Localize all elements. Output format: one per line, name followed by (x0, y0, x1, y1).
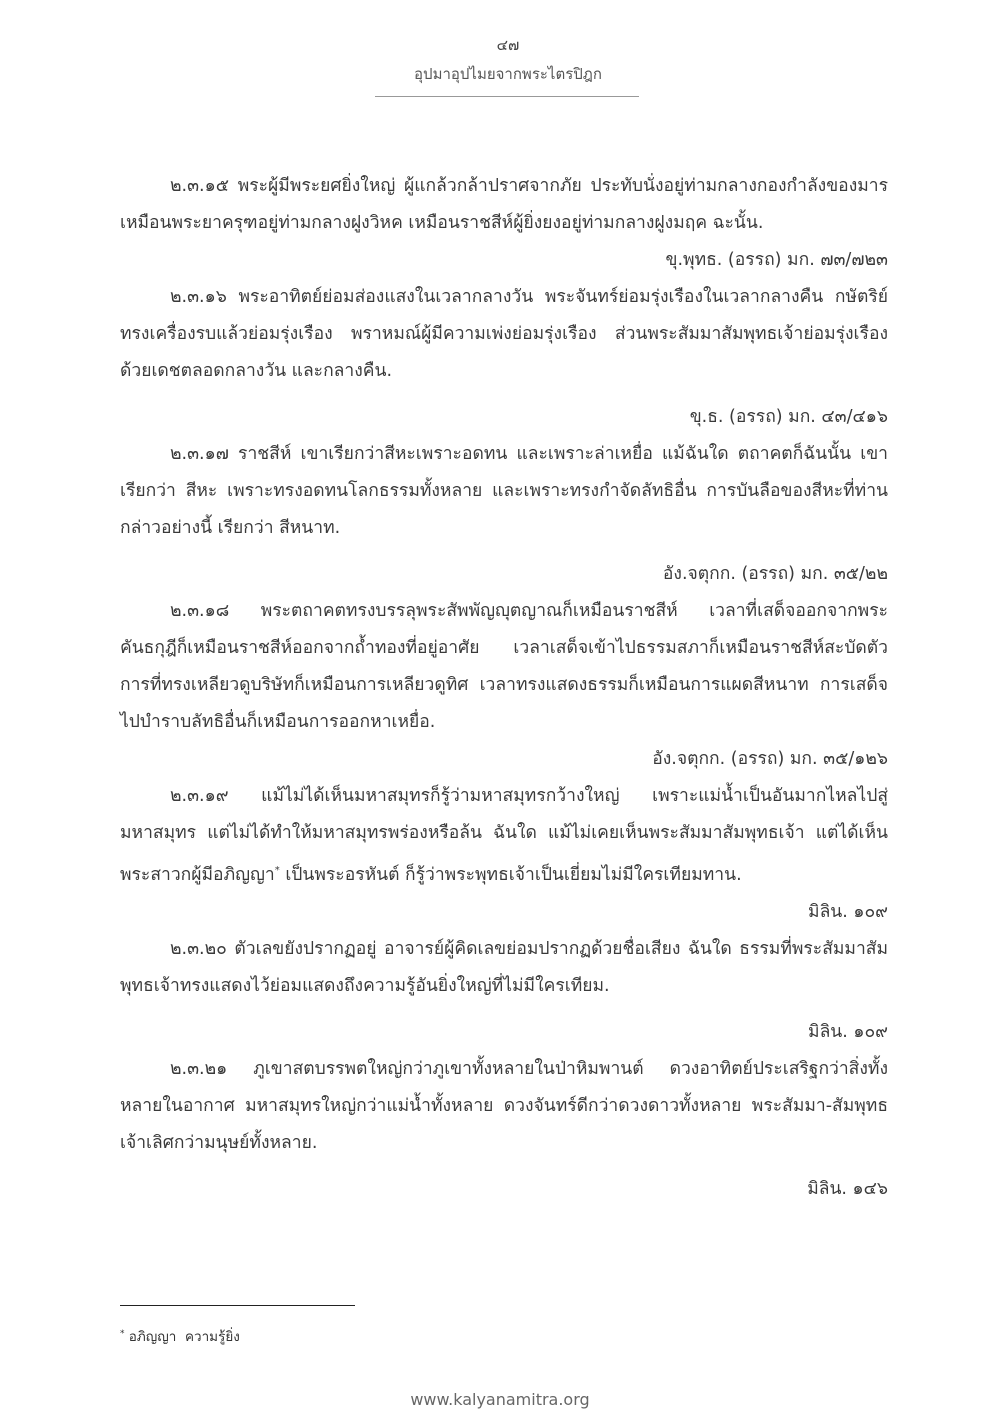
citation-2-3-21: มิลิน. ๑๔๖ (807, 1179, 888, 1199)
footnote-marker[interactable]: * (274, 865, 280, 876)
footnote-note-marker: * (120, 1329, 125, 1339)
citation-2-3-15: ขุ.พุทธ. (อรรถ) มก. ๗๓/๗๒๓ (665, 250, 888, 270)
citation-2-3-19: มิลิน. ๑๐๙ (808, 902, 888, 922)
page-number: ๔๗ (496, 36, 520, 54)
footer-website[interactable]: www.kalyanamitra.org (410, 1390, 590, 1409)
running-header-title: อุปมาอุปไมยจากพระไตรปิฎก (414, 65, 602, 83)
paragraph-2-3-16: ๒.๓.๑๖ พระอาทิตย์ย่อมส่องแสงในเวลากลางวัน พระจันทร์ย่อมรุ่งเรืองในเวลากลางคืน กษัตริย์ทรงเครื่องรบแล้วย่อมรุ่งเรือง พราหมณ์ผู้มีความเพ่งย่อมรุ่งเรือง ส่วนพระสัมมาสัมพุทธเจ้าย่อมรุ่งเรืองด้วยเดชตลอดกลางวัน และกลางคืน. (120, 287, 888, 381)
paragraph-2-3-19 (120, 778, 888, 894)
paragraph-2-3-18: ๒.๓.๑๘ พระตถาคตทรงบรรลุพระสัพพัญญุตญาณก็เหมือนราชสีห์ เวลาที่เสด็จออกจากพระคันธกุฎีก็เหมือนราชสีห์ออกจากถ้ำทองที่อยู่อาศัย เวลาเสด็จเข้าไปธรรมสภาก็เหมือนราชสีห์สะบัดตัว การที่ทรงเหลียวดูบริษัทก็เหมือนการเหลียวดูทิศ เวลาทรงแสดงธรรมก็เหมือนการแผดสีหนาท การเสด็จไปบำราบลัทธิอื่นก็เหมือนการออกหาเหยื่อ. (120, 601, 888, 732)
paragraph-2-3-19-part-1: ๒.๓.๑๙ แม้ไม่ได้เห็นมหาสมุทรก็รู้ว่ามหาสมุทรกว้างใหญ่ เพราะแม่น้ำเป็นอันมากไหลไปสู่มหาสมุทร แต่ไม่ได้ทำให้มหาสมุทรพร่องหรือล้น ฉันใด แม้ไม่เคยเห็นพระสัมมาสัมพุทธเจ้า แต่ได้เห็นพระสาวกผู้มีอภิญญา (120, 786, 888, 885)
footnote (120, 1325, 240, 1347)
paragraph-2-3-19-part-2: เป็นพระอรหันต์ ก็รู้ว่าพระพุทธเจ้าเป็นเยี่ยมไม่มีใครเทียมทาน. (279, 865, 742, 885)
header-divider (375, 96, 639, 97)
citation-2-3-18: อัง.จตุกก. (อรรถ) มก. ๓๕/๑๒๖ (652, 749, 888, 769)
paragraph-2-3-17: ๒.๓.๑๗ ราชสีห์ เขาเรียกว่าสีหะเพราะอดทน และเพราะล่าเหยื่อ แม้ฉันใด ตถาคตก็ฉันนั้น เขาเรียกว่า สีหะ เพราะทรงอดทนโลกธรรมทั้งหลาย และเพราะทรงกำจัดลัทธิอื่น การบันลือของสีหะที่ท่านกล่าวอย่างนี้ เรียกว่า สีหนาท. (120, 444, 888, 538)
footnote-divider (120, 1305, 355, 1306)
paragraph-2-3-15: ๒.๓.๑๕ พระผู้มีพระยศยิ่งใหญ่ ผู้แกล้วกล้าปราศจากภัย ประทับนั่งอยู่ท่ามกลางกองกำลังของมาร เหมือนพระยาครุฑอยู่ท่ามกลางฝูงวิหค เหมือนราชสีห์ผู้ยิ่งยงอยู่ท่ามกลางฝูงมฤค ฉะนั้น. (120, 176, 888, 233)
footnote-text: อภิญญา ความรู้ยิ่ง (128, 1329, 240, 1345)
citation-2-3-17: อัง.จตุกก. (อรรถ) มก. ๓๕/๒๒ (662, 564, 888, 584)
citation-2-3-20: มิลิน. ๑๐๙ (808, 1022, 888, 1042)
page-body (120, 168, 888, 1208)
citation-2-3-16: ขุ.ธ. (อรรถ) มก. ๔๓/๔๑๖ (689, 407, 888, 427)
paragraph-2-3-20: ๒.๓.๒๐ ตัวเลขยังปรากฏอยู่ อาจารย์ผู้คิดเลขย่อมปรากฏด้วยชื่อเสียง ฉันใด ธรรมที่พระสัมมาสัมพุทธเจ้าทรงแสดงไว้ย่อมแสดงถึงความรู้อันยิ่งใหญ่ที่ไม่มีใครเทียม. (120, 939, 888, 996)
paragraph-2-3-21: ๒.๓.๒๑ ภูเขาสตบรรพตใหญ่กว่าภูเขาทั้งหลายในป่าหิมพานต์ ดวงอาทิตย์ประเสริฐกว่าสิ่งทั้งหลายในอากาศ มหาสมุทรใหญ่กว่าแม่น้ำทั้งหลาย ดวงจันทร์ดีกว่าดวงดาวทั้งหลาย พระสัมมา-สัมพุทธเจ้าเลิศกว่ามนุษย์ทั้งหลาย. (120, 1059, 888, 1153)
